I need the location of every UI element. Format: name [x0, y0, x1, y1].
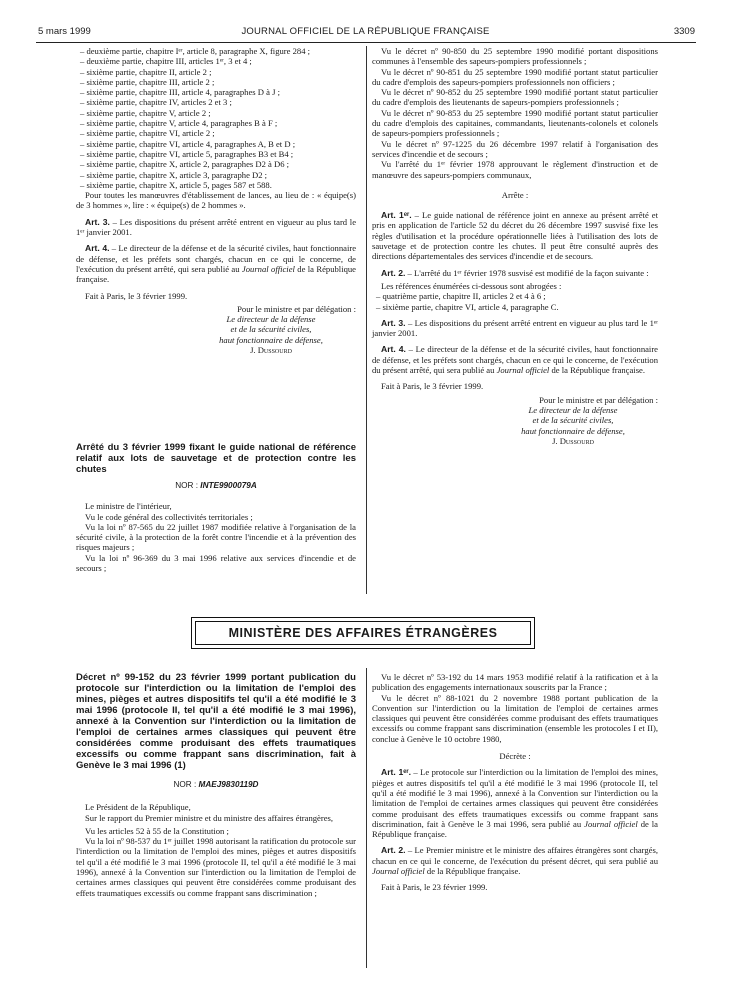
list-item: – sixième partie, chapitre X, article 2, paragraphes D2 à D6 ; — [80, 159, 290, 170]
article-text: – Les dispositions du présent arrêté entrent en vigueur au plus tard le 1ᵉʳ janvier 2001. — [372, 317, 659, 339]
list-item: – deuxième partie, chapitre III, articles 1ᵉʳ, 3 et 4 ; — [80, 56, 252, 67]
column-divider-top — [366, 46, 367, 594]
signature-block — [76, 304, 356, 355]
journal-officiel-ref: Journal officiel — [241, 263, 295, 274]
fait-a-paris: Fait à Paris, le 3 février 1999. — [85, 290, 188, 301]
arrete-title: Arrêté du 3 février 1999 fixant le guide national de référence relatif aux lots de sauvetage et de protection contre les chutes — [76, 442, 356, 475]
article-2 — [372, 845, 658, 876]
visa-decret-88-1021: Vu le décret nº 88-1021 du 2 novembre 1988 portant publication de la Convention sur l'interdiction ou la limitation de l'emploi de certaines armes classiques qui peuvent être considérées comme produisant des effets traumatiques excessifs ou comme frappant sans discrimination (ensemble les protocoles I et II), conclue à Genève le 10 octobre 1980, — [372, 692, 658, 744]
article-1 — [372, 210, 658, 261]
article-2 — [372, 268, 658, 278]
visa-rapport: Sur le rapport du Premier ministre et du ministre des affaires étrangères, — [85, 812, 334, 823]
list-item: – sixième partie, chapitre V, article 2 ; — [80, 107, 211, 118]
signature-title-2: et de la sécurité civiles, — [230, 324, 312, 335]
article-text-end: de la République française. — [424, 866, 521, 877]
visa-loi-96-369: Vu la loi nº 96-369 du 3 mai 1996 relative aux services d'incendie et de secours ; — [76, 552, 356, 574]
decrete-heading: Décrète : — [499, 751, 531, 762]
list-item: – sixième partie, chapitre IV, articles 2 et 3 ; — [80, 97, 232, 108]
signature-delegation: Pour le ministre et par délégation : — [237, 303, 356, 314]
visa-decret-90-852: Vu le décret nº 90-852 du 25 septembre 1990 modifié portant statut particulier du cadre d'emplois des lieutenants de sapeurs-pompiers professionnels ; — [372, 87, 658, 108]
paragraph-manoeuvres: Pour toutes les manœuvres d'établissement de lances, au lieu de : « équipe(s) de 3 hommes », lire : « équipe(s) de 2 hommes ». — [76, 190, 356, 211]
article-3 — [76, 217, 356, 238]
decret-title: Décret nº 99-152 du 23 février 1999 portant publication du protocole sur l'interdiction ou la limitation de l'emploi des mines, pièges et autres dispositifs tel qu'il a été modifié le 3 mai 1996 (protocole II, tel qu'il a été modifié le 3 mai 1996), annexé à la Convention sur l'interdiction ou la limitation de l'emploi de certaines armes classiques qui peuvent être considérées comme produisant des effets traumatiques excessifs ou comme frappant sans discrimination, fait à Genève le 3 mai 1996 (1) — [76, 672, 356, 771]
fait-a-paris: Fait à Paris, le 3 février 1999. — [381, 381, 484, 392]
list-item: – sixième partie, chapitre II, article 2 ; — [80, 66, 212, 77]
nor-label: NOR : — [173, 780, 199, 789]
header-page-number: 3309 — [673, 26, 695, 37]
article-label: Art. 2. — [381, 845, 406, 856]
header-rule — [36, 42, 696, 43]
article-label: Art. 4. — [381, 344, 406, 355]
article-text-end: de la République française. — [372, 818, 658, 840]
visa-loi-98-537: Vu la loi nº 98-537 du 1ᵉʳ juillet 1998 autorisant la ratification du protocole sur l'interdiction ou la limitation de l'emploi des mines, pièges et autres dispositifs tel qu'il a été modifié le 3 mai 1996 (protocole II, tel qu'il a été modifié le 3 mai 1996), annexé à la Convention sur l'interdiction ou la limitation de l'emploi de certaines armes classiques qui peuvent être considérées comme produisant des effets traumatiques excessifs ou comme frappant sans discrimination ; — [76, 836, 356, 898]
article-3 — [372, 318, 658, 339]
article-1 — [372, 767, 658, 839]
article-text: – Le directeur de la défense et de la sécurité civiles, haut fonctionnaire de défense, et les préfets sont chargés, chacun en ce qui le concerne, de l'exécution du présent arrêté, qui sera publié au — [372, 344, 658, 376]
list-item: – sixième partie, chapitre VI, article 4, paragraphe C. — [376, 301, 559, 312]
article-text: – Le protocole sur l'interdiction ou la limitation de l'emploi des mines, pièges et autres dispositifs tel qu'il a été modifié le 3 mai 1996 (protocole II, tel qu'il a été modifié le 3 mai 1996), annexé à la Convention sur l'interdiction ou la limitation de l'emploi de certaines armes classiques qui peuvent être considérées comme produisant des effets traumatiques excessifs ou comme frappant sans discrimination, fait à Genève le 3 mai 1996, sera publié au — [372, 767, 658, 829]
top-right-column — [372, 46, 658, 446]
ministry-heading: MINISTÈRE DES AFFAIRES ÉTRANGÈRES — [195, 621, 531, 645]
article-2-sub: Les références énumérées ci-dessous sont abrogées : — [381, 280, 562, 291]
list-item: – sixième partie, chapitre VI, article 4, paragraphes A, B et D ; — [80, 138, 296, 149]
decret-99-152 — [76, 672, 356, 898]
column-divider-bottom — [366, 668, 367, 968]
article-2-list — [372, 291, 658, 312]
bottom-right-column — [372, 672, 658, 893]
visa-cgct: Vu le code général des collectivités territoriales ; — [85, 511, 253, 522]
signature-title-3: haut fonctionnaire de défense, — [219, 334, 323, 345]
article-label: Art. 2. — [381, 267, 406, 278]
fait-a-paris: Fait à Paris, le 23 février 1999. — [381, 882, 488, 893]
signature-name: J. Dussourd — [250, 345, 292, 356]
journal-officiel-ref: Journal officiel — [584, 818, 638, 829]
journal-officiel-ref: Journal officiel — [372, 866, 425, 877]
article-label: Art. 1ᵉʳ. — [381, 210, 412, 221]
article-text: – Le guide national de référence joint en annexe au présent arrêté et pris en application de l'article 52 du décret du 26 décembre 1997 susvisé fixe les règles d'utilisation et la procédure opérationnelle liées à l'utilisation des lots de sauvetage et de protection contre les chutes. Il peut être consulté auprès des directions départementales des services d'incendie et de secours. — [372, 210, 658, 262]
list-item: – sixième partie, chapitre III, article 4, paragraphes D à J ; — [80, 87, 280, 98]
ministry-heading-box — [191, 617, 535, 649]
nor-code: MAEJ9830119D — [198, 780, 259, 789]
list-item: – sixième partie, chapitre X, article 5, pages 587 et 588. — [80, 179, 272, 190]
signature-name: J. Dussourd — [552, 435, 594, 446]
visa-president: Le Président de la République, — [85, 802, 191, 813]
article-label: Art. 4. — [85, 243, 110, 254]
header-journal-title: JOURNAL OFFICIEL DE LA RÉPUBLIQUE FRANÇAISE — [241, 26, 490, 37]
nor-label: NOR : — [175, 481, 201, 490]
visa-decret-53-192: Vu le décret nº 53-192 du 14 mars 1953 modifié relatif à la ratification et à la publication des engagements internationaux souscrits par la France ; — [372, 672, 658, 693]
article-text-end: de la République française. — [549, 365, 645, 376]
article-4 — [372, 344, 658, 375]
journal-officiel-ref: Journal officiel — [496, 365, 550, 376]
visa-decret-97-1225: Vu le décret nº 97-1225 du 26 décembre 1997 relatif à l'organisation des services d'incendie et de secours ; — [372, 138, 658, 159]
list-item: – sixième partie, chapitre VI, article 5, paragraphes B3 et B4 ; — [80, 148, 294, 159]
list-item: – sixième partie, chapitre X, article 3, paragraphe D2 ; — [80, 169, 268, 180]
signature-delegation: Pour le ministre et par délégation : — [539, 394, 658, 405]
list-item: – sixième partie, chapitre III, article 2 ; — [80, 76, 215, 87]
top-left-column — [76, 46, 356, 355]
visa-constitution: Vu les articles 52 à 55 de la Constitution ; — [85, 825, 229, 836]
article-label: Art. 3. — [85, 216, 110, 227]
visa-decret-90-853: Vu le décret nº 90-853 du 25 septembre 1990 modifié portant statut particulier du cadre d'emplois des capitaines, commandants, lieutenants-colonels et colonels de sapeurs-pompiers professionnels ; — [372, 107, 658, 139]
list-item: – quatrième partie, chapitre II, articles 2 et 4 à 6 ; — [376, 291, 546, 302]
list-item: – sixième partie, chapitre VI, article 2 ; — [80, 128, 215, 139]
signature-title-1: Le directeur de la défense — [528, 404, 618, 415]
signature-block — [372, 395, 658, 446]
signature-title-3: haut fonctionnaire de défense, — [521, 425, 625, 436]
header-date: 5 mars 1999 — [38, 26, 91, 37]
nor-code: INTE9900079A — [200, 481, 257, 490]
signature-title-2: et de la sécurité civiles, — [532, 415, 614, 426]
visa-ministre: Le ministre de l'intérieur, — [85, 501, 172, 512]
visa-decret-90-850: Vu le décret nº 90-850 du 25 septembre 1990 modifié portant dispositions communes à l'ensemble des sapeurs-pompiers professionnels ; — [372, 46, 658, 67]
article-text: – L'arrêté du 1ᵉʳ février 1978 susvisé est modifié de la façon suivante : — [405, 267, 649, 278]
visa-decret-90-851: Vu le décret nº 90-851 du 25 septembre 1990 modifié portant statut particulier du cadre d'emplois des sapeurs-pompiers professionnels non officiers ; — [372, 66, 658, 87]
article-label: Art. 3. — [381, 317, 406, 328]
article-text: – Le Premier ministre et le ministre des affaires étrangères sont chargés, chacun en ce qui le concerne, de l'exécution du présent décret, qui sera publié au — [372, 845, 658, 866]
article-4 — [76, 243, 356, 284]
article-text: – Le directeur de la défense et de la sécurité civiles, haut fonctionnaire de défense, et les préfets sont chargés, chacun en ce qui le concerne, de l'exécution du présent arrêté, qui sera publié au — [76, 243, 357, 274]
article-text: – Les dispositions du présent arrêté entrent en vigueur au plus tard le 1ᵉʳ janvier 2001. — [76, 216, 357, 238]
visa-loi-87-565: Vu la loi nº 87-565 du 22 juillet 1987 modifiée relative à l'organisation de la sécurité civile, à la protection de la forêt contre l'incendie et à la prévention des risques majeurs ; — [76, 521, 356, 553]
signature-title-1: Le directeur de la défense — [226, 314, 316, 325]
nor-reference — [76, 481, 356, 491]
page-header — [0, 26, 731, 40]
arrete-heading: Arrête : — [501, 189, 529, 200]
list-item: – deuxième partie, chapitre Iᵉʳ, article 8, paragraphe X, figure 284 ; — [80, 46, 311, 56]
visa-arrete-1978: Vu l'arrêté du 1ᵉʳ février 1978 approuvant le règlement d'instruction et de manœuvre des sapeurs-pompiers communaux, — [372, 159, 658, 180]
nor-reference — [76, 780, 356, 790]
article-text-end: de la République française. — [76, 263, 356, 285]
abrogated-references-list — [76, 46, 356, 190]
arrete-lots-sauvetage — [76, 442, 356, 573]
list-item: – sixième partie, chapitre V, article 4, paragraphes B à F ; — [80, 118, 278, 129]
article-label: Art. 1ᵉʳ. — [381, 767, 412, 778]
